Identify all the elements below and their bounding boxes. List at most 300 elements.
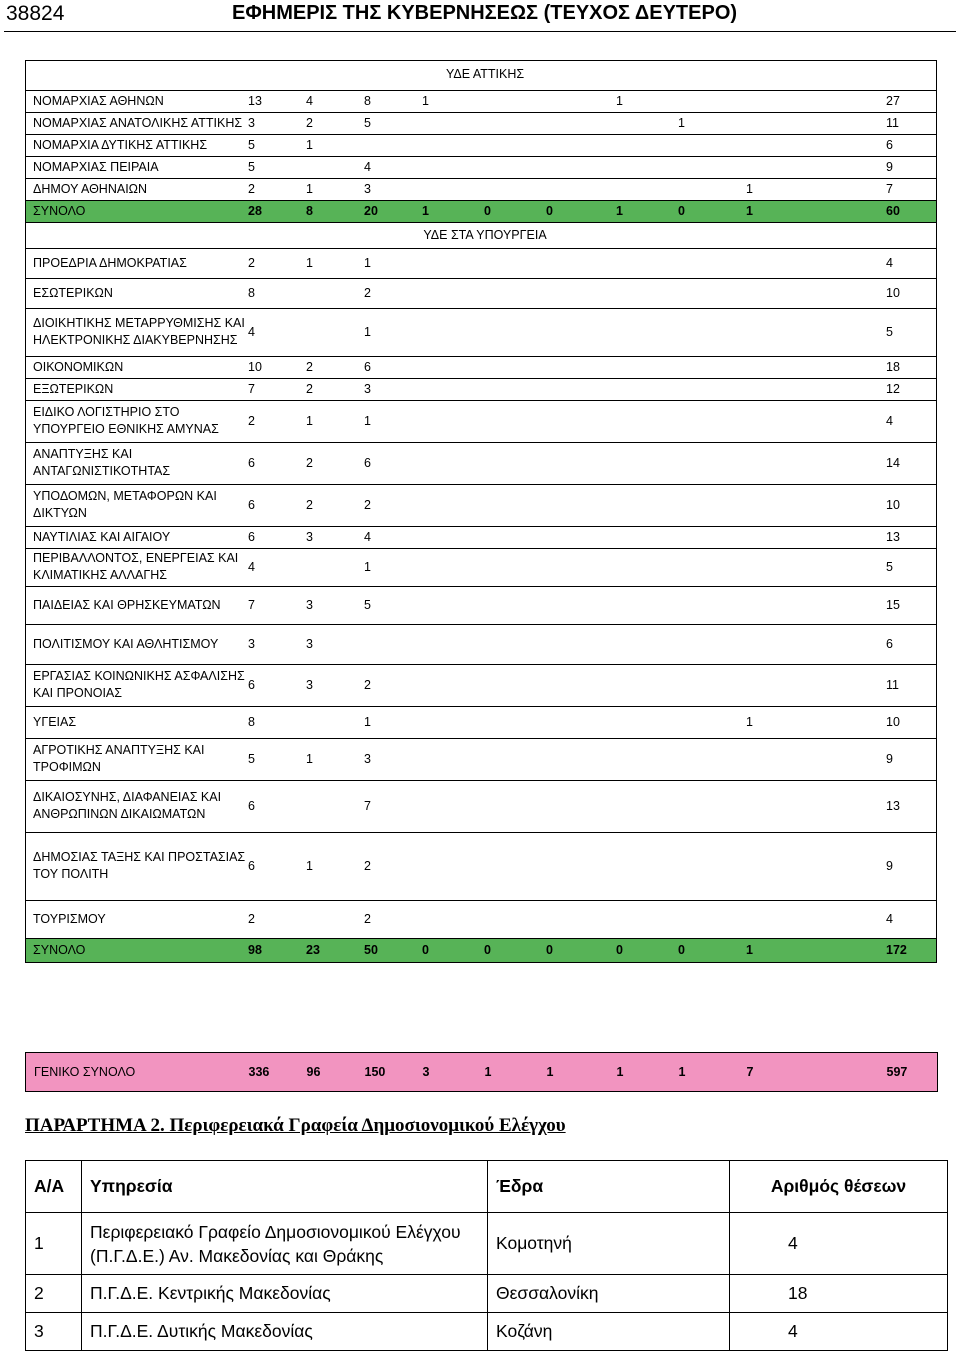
table-cell xyxy=(546,134,616,156)
table-cell xyxy=(746,356,806,378)
table-cell xyxy=(678,832,746,900)
table-cell: 6 xyxy=(364,356,422,378)
grand-total-label: ΓΕΝΙΚΟ ΣΥΝΟΛΟ xyxy=(34,1065,136,1079)
table-cell: 23 xyxy=(306,938,364,962)
table-cell: 1 xyxy=(422,200,484,222)
table-cell xyxy=(484,400,546,442)
table-cell xyxy=(484,178,546,200)
table-row xyxy=(25,738,937,780)
row-label: ΔΙΟΙΚΗΤΙΚΗΣ ΜΕΤΑΡΡΥΘΜΙΣΗΣ ΚΑΙ ΗΛΕΚΤΡΟΝΙΚΗΣ ΔΙΑΚΥΒΕΡΝΗΣΗΣ xyxy=(25,308,248,356)
table-cell xyxy=(616,112,678,134)
table-cell xyxy=(546,832,616,900)
gazette-title: ΕΦΗΜΕΡΙΣ ΤΗΣ ΚΥΒΕΡΝΗΣΕΩΣ (ΤΕΥΧΟΣ ΔΕΥΤΕΡΟ) xyxy=(232,2,738,24)
table-cell xyxy=(422,400,484,442)
table-row xyxy=(25,400,937,442)
table-cell xyxy=(616,484,678,526)
grand-total-cell: 96 xyxy=(306,1065,321,1079)
table-cell xyxy=(746,278,806,308)
table-cell xyxy=(678,378,746,400)
table-cell xyxy=(806,178,886,200)
row-total: 7 xyxy=(886,178,937,200)
annex-header-aa: Α/Α xyxy=(26,1161,82,1213)
table-cell xyxy=(678,178,746,200)
table-cell xyxy=(306,548,364,586)
table-cell: 0 xyxy=(546,200,616,222)
row-label: ΥΠΟΔΟΜΩΝ, ΜΕΤΑΦΟΡΩΝ ΚΑΙ ΔΙΚΤΥΩΝ xyxy=(25,484,248,526)
table-cell xyxy=(806,484,886,526)
annex-header-service: Υπηρεσία xyxy=(82,1161,488,1213)
table-cell: 3 xyxy=(248,624,306,664)
table-cell xyxy=(616,378,678,400)
row-total: 10 xyxy=(886,278,937,308)
table-cell xyxy=(806,400,886,442)
table-cell: 2 xyxy=(248,900,306,938)
row-label: ΕΞΩΤΕΡΙΚΩΝ xyxy=(25,378,248,400)
table-cell xyxy=(806,308,886,356)
table-cell xyxy=(546,484,616,526)
row-label: ΝΟΜΑΡΧΙΑ ΔΥΤΙΚΗΣ ΑΤΤΙΚΗΣ xyxy=(25,134,248,156)
table-cell xyxy=(422,624,484,664)
table-cell xyxy=(806,832,886,900)
row-total: 9 xyxy=(886,832,937,900)
table-cell xyxy=(422,706,484,738)
row-label: ΑΝΑΠΤΥΞΗΣ ΚΑΙ ΑΝΤΑΓΩΝΙΣΤΙΚΟΤΗΤΑΣ xyxy=(25,442,248,484)
table-cell: 4 xyxy=(364,526,422,548)
grand-total-row xyxy=(26,1053,938,1092)
table-cell xyxy=(746,248,806,278)
table-cell: 1 xyxy=(746,706,806,738)
table-row xyxy=(25,664,937,706)
row-total: 18 xyxy=(886,356,937,378)
annex-seat: Κομοτηνή xyxy=(488,1213,730,1275)
table-cell xyxy=(806,442,886,484)
table-cell xyxy=(546,780,616,832)
table-cell xyxy=(484,112,546,134)
table-cell: 6 xyxy=(364,442,422,484)
table-cell: 2 xyxy=(306,484,364,526)
grand-total-cell: 1 xyxy=(678,1065,686,1079)
section-heading: ΥΔΕ ΣΤΑ ΥΠΟΥΡΓΕΙΑ xyxy=(25,222,937,248)
table-cell xyxy=(806,278,886,308)
table-cell: 1 xyxy=(422,90,484,112)
table-cell xyxy=(484,90,546,112)
table-cell xyxy=(678,442,746,484)
annex-service: Π.Γ.Δ.Ε. Κεντρικής Μακεδονίας xyxy=(82,1275,488,1313)
table-cell: 1 xyxy=(616,200,678,222)
table-cell: 2 xyxy=(248,248,306,278)
table-cell xyxy=(364,624,422,664)
table-cell xyxy=(484,356,546,378)
table-cell: 5 xyxy=(248,738,306,780)
table-cell: 4 xyxy=(248,548,306,586)
table-cell xyxy=(746,484,806,526)
annex-title: ΠΑΡΑΡΤΗΜΑ 2. Περιφερειακά Γραφεία Δημοσιονομικού Ελέγχου xyxy=(25,1115,566,1136)
table-cell: 1 xyxy=(616,90,678,112)
table-cell: 3 xyxy=(306,664,364,706)
table-cell xyxy=(546,706,616,738)
table-cell xyxy=(616,548,678,586)
table-cell xyxy=(484,442,546,484)
table-cell xyxy=(806,526,886,548)
table-cell: 1 xyxy=(746,200,806,222)
table-cell: 0 xyxy=(616,938,678,962)
table-cell xyxy=(616,526,678,548)
annex-aa: 2 xyxy=(26,1275,82,1313)
table-cell: 28 xyxy=(248,200,306,222)
table-cell xyxy=(616,178,678,200)
table-cell xyxy=(484,156,546,178)
table-cell xyxy=(806,706,886,738)
table-cell: 10 xyxy=(248,356,306,378)
table-cell xyxy=(616,248,678,278)
table-cell xyxy=(746,442,806,484)
table-row xyxy=(25,548,937,586)
table-cell xyxy=(422,248,484,278)
row-total: 11 xyxy=(886,664,937,706)
annex-aa: 3 xyxy=(26,1313,82,1351)
annex-header-row xyxy=(26,1161,948,1213)
grand-total-cell: 336 xyxy=(248,1065,270,1079)
row-label: ΤΟΥΡΙΣΜΟΥ xyxy=(25,900,248,938)
table-cell xyxy=(422,548,484,586)
table-cell: 6 xyxy=(248,832,306,900)
table-row xyxy=(25,356,937,378)
table-row xyxy=(25,112,937,134)
table-cell xyxy=(616,156,678,178)
row-total: 6 xyxy=(886,134,937,156)
grand-total-cell xyxy=(807,1053,887,1092)
table-cell: 0 xyxy=(484,200,546,222)
table-cell xyxy=(422,356,484,378)
table-cell xyxy=(678,484,746,526)
row-total: 60 xyxy=(886,200,937,222)
annex-positions: 18 xyxy=(730,1275,948,1313)
row-label: ΠΑΙΔΕΙΑΣ ΚΑΙ ΘΡΗΣΚΕΥΜΑΤΩΝ xyxy=(25,586,248,624)
table-cell: 1 xyxy=(364,308,422,356)
table-cell xyxy=(546,586,616,624)
row-total: 9 xyxy=(886,156,937,178)
table-cell xyxy=(678,664,746,706)
table-cell: 7 xyxy=(364,780,422,832)
row-total: 27 xyxy=(886,90,937,112)
table-cell xyxy=(484,278,546,308)
table-cell xyxy=(678,400,746,442)
annex-row xyxy=(26,1213,948,1275)
table-cell xyxy=(678,738,746,780)
grand-total-cell: 1 xyxy=(484,1065,492,1079)
table-cell xyxy=(806,248,886,278)
table-cell xyxy=(306,900,364,938)
table-cell: 4 xyxy=(364,156,422,178)
table-cell xyxy=(546,156,616,178)
table-cell xyxy=(484,134,546,156)
row-label: ΝΟΜΑΡΧΙΑΣ ΑΘΗΝΩΝ xyxy=(25,90,248,112)
table-cell: 2 xyxy=(364,484,422,526)
row-label: ΕΙΔΙΚΟ ΛΟΓΙΣΤΗΡΙΟ ΣΤΟ ΥΠΟΥΡΓΕΙΟ ΕΘΝΙΚΗΣ ΑΜΥΝΑΣ xyxy=(25,400,248,442)
table-cell xyxy=(546,278,616,308)
table-cell xyxy=(422,442,484,484)
row-total: 4 xyxy=(886,248,937,278)
table-cell xyxy=(746,156,806,178)
row-total: 11 xyxy=(886,112,937,134)
table-cell xyxy=(616,738,678,780)
table-cell xyxy=(422,112,484,134)
table-cell: 1 xyxy=(364,400,422,442)
row-label: ΟΙΚΟΝΟΜΙΚΩΝ xyxy=(25,356,248,378)
table-row xyxy=(25,484,937,526)
annex-table xyxy=(25,1160,948,1351)
table-row xyxy=(25,832,937,900)
table-cell xyxy=(806,586,886,624)
table-cell xyxy=(484,548,546,586)
table-cell: 6 xyxy=(248,442,306,484)
table-cell xyxy=(616,400,678,442)
row-total: 10 xyxy=(886,706,937,738)
table-cell xyxy=(546,90,616,112)
table-cell xyxy=(484,624,546,664)
table-cell xyxy=(546,664,616,706)
table-cell xyxy=(616,664,678,706)
positions-table xyxy=(25,60,937,963)
table-cell xyxy=(678,134,746,156)
table-cell: 8 xyxy=(248,278,306,308)
table-row xyxy=(25,156,937,178)
table-row xyxy=(25,526,937,548)
table-cell xyxy=(306,156,364,178)
table-cell xyxy=(678,548,746,586)
annex-seat: Θεσσαλονίκη xyxy=(488,1275,730,1313)
section-heading-row xyxy=(25,60,937,90)
table-cell: 2 xyxy=(306,356,364,378)
table-cell xyxy=(484,378,546,400)
table-cell: 1 xyxy=(364,706,422,738)
table-cell xyxy=(678,624,746,664)
row-label: ΑΓΡΟΤΙΚΗΣ ΑΝΑΠΤΥΞΗΣ ΚΑΙ ΤΡΟΦΙΜΩΝ xyxy=(25,738,248,780)
grand-total-sum: 597 xyxy=(886,1065,908,1079)
table-row xyxy=(25,442,937,484)
table-cell xyxy=(806,200,886,222)
table-cell: 0 xyxy=(422,938,484,962)
table-cell xyxy=(616,442,678,484)
table-cell: 5 xyxy=(364,112,422,134)
table-cell xyxy=(422,832,484,900)
table-cell xyxy=(306,706,364,738)
table-cell xyxy=(422,900,484,938)
table-cell: 3 xyxy=(306,586,364,624)
table-cell xyxy=(422,378,484,400)
table-cell: 5 xyxy=(248,134,306,156)
table-cell xyxy=(616,134,678,156)
table-cell xyxy=(678,586,746,624)
table-cell: 1 xyxy=(306,400,364,442)
table-cell: 3 xyxy=(306,526,364,548)
table-row xyxy=(25,586,937,624)
row-total: 9 xyxy=(886,738,937,780)
annex-service: Π.Γ.Δ.Ε. Δυτικής Μακεδονίας xyxy=(82,1313,488,1351)
total-row xyxy=(25,938,937,962)
page-number: 38824 xyxy=(6,2,65,25)
table-cell xyxy=(806,134,886,156)
table-cell xyxy=(616,308,678,356)
table-cell xyxy=(546,548,616,586)
table-cell xyxy=(746,134,806,156)
row-label: ΠΡΟΕΔΡΙΑ ΔΗΜΟΚΡΑΤΙΑΣ xyxy=(25,248,248,278)
table-cell xyxy=(616,586,678,624)
table-cell xyxy=(678,900,746,938)
table-cell xyxy=(678,248,746,278)
table-cell xyxy=(746,832,806,900)
table-cell xyxy=(616,832,678,900)
row-total: 5 xyxy=(886,548,937,586)
table-cell xyxy=(746,90,806,112)
table-cell xyxy=(546,248,616,278)
table-cell xyxy=(806,112,886,134)
table-cell xyxy=(806,90,886,112)
table-cell: 5 xyxy=(364,586,422,624)
row-label: ΝΟΜΑΡΧΙΑΣ ΠΕΙΡΑΙΑ xyxy=(25,156,248,178)
table-cell xyxy=(546,112,616,134)
section-heading: ΥΔΕ ΑΤΤΙΚΗΣ xyxy=(25,60,937,90)
table-cell xyxy=(806,548,886,586)
table-cell xyxy=(746,548,806,586)
table-cell xyxy=(422,178,484,200)
table-cell: 6 xyxy=(248,664,306,706)
table-cell: 7 xyxy=(248,378,306,400)
table-cell xyxy=(546,900,616,938)
table-cell xyxy=(806,938,886,962)
row-total: 14 xyxy=(886,442,937,484)
table-row xyxy=(25,90,937,112)
table-row xyxy=(25,624,937,664)
table-cell xyxy=(746,400,806,442)
row-label: ΔΗΜΟΣΙΑΣ ΤΑΞΗΣ ΚΑΙ ΠΡΟΣΤΑΣΙΑΣ ΤΟΥ ΠΟΛΙΤΗ xyxy=(25,832,248,900)
table-cell xyxy=(422,484,484,526)
table-cell xyxy=(484,484,546,526)
table-cell xyxy=(484,900,546,938)
table-cell: 2 xyxy=(306,442,364,484)
table-cell xyxy=(616,356,678,378)
table-cell xyxy=(678,278,746,308)
row-label: ΣΥΝΟΛΟ xyxy=(25,200,248,222)
table-cell xyxy=(306,308,364,356)
table-cell: 3 xyxy=(364,378,422,400)
table-cell: 0 xyxy=(484,938,546,962)
table-cell: 4 xyxy=(306,90,364,112)
table-cell: 2 xyxy=(364,278,422,308)
annex-header-seat: Έδρα xyxy=(488,1161,730,1213)
table-cell xyxy=(484,738,546,780)
row-total: 4 xyxy=(886,900,937,938)
table-cell xyxy=(746,780,806,832)
annex-header-positions: Αριθμός θέσεων xyxy=(730,1161,948,1213)
row-label: ΥΓΕΙΑΣ xyxy=(25,706,248,738)
row-label: ΣΥΝΟΛΟ xyxy=(25,938,248,962)
table-cell: 1 xyxy=(306,738,364,780)
table-cell xyxy=(484,308,546,356)
table-cell xyxy=(746,526,806,548)
table-cell xyxy=(746,624,806,664)
header-rule xyxy=(4,31,956,32)
row-label: ΕΣΩΤΕΡΙΚΩΝ xyxy=(25,278,248,308)
table-cell: 7 xyxy=(248,586,306,624)
table-row xyxy=(25,900,937,938)
table-cell: 4 xyxy=(248,308,306,356)
grand-total-table xyxy=(25,1052,938,1092)
table-cell xyxy=(806,738,886,780)
row-label: ΔΙΚΑΙΟΣΥΝΗΣ, ΔΙΑΦΑΝΕΙΑΣ ΚΑΙ ΑΝΘΡΩΠΙΝΩΝ ΔΙΚΑΙΩΜΑΤΩΝ xyxy=(25,780,248,832)
section-heading-row xyxy=(25,222,937,248)
table-row xyxy=(25,178,937,200)
table-cell xyxy=(806,664,886,706)
table-row xyxy=(25,780,937,832)
table-cell xyxy=(422,664,484,706)
table-cell xyxy=(546,400,616,442)
table-cell xyxy=(806,900,886,938)
table-cell xyxy=(422,526,484,548)
grand-total-cell: 3 xyxy=(422,1065,430,1079)
row-label: ΠΟΛΙΤΙΣΜΟΥ ΚΑΙ ΑΘΛΗΤΙΣΜΟΥ xyxy=(25,624,248,664)
row-label: ΠΕΡΙΒΑΛΛΟΝΤΟΣ, ΕΝΕΡΓΕΙΑΣ ΚΑΙ ΚΛΙΜΑΤΙΚΗΣ ΑΛΛΑΓΗΣ xyxy=(25,548,248,586)
table-cell xyxy=(484,664,546,706)
grand-total-cell: 7 xyxy=(746,1065,754,1079)
table-cell: 6 xyxy=(248,780,306,832)
table-cell xyxy=(422,738,484,780)
table-cell xyxy=(484,248,546,278)
table-cell: 3 xyxy=(248,112,306,134)
table-cell xyxy=(484,832,546,900)
row-label: ΔΗΜΟΥ ΑΘΗΝΑΙΩΝ xyxy=(25,178,248,200)
table-cell: 8 xyxy=(306,200,364,222)
table-cell xyxy=(616,900,678,938)
table-cell xyxy=(616,278,678,308)
table-cell xyxy=(484,526,546,548)
grand-total-cell: 1 xyxy=(546,1065,554,1079)
annex-row xyxy=(26,1275,948,1313)
table-cell: 2 xyxy=(306,112,364,134)
table-row xyxy=(25,706,937,738)
table-cell: 1 xyxy=(678,112,746,134)
annex-seat: Κοζάνη xyxy=(488,1313,730,1351)
grand-total-cell: 1 xyxy=(616,1065,624,1079)
row-total: 12 xyxy=(886,378,937,400)
table-cell: 1 xyxy=(364,548,422,586)
table-cell xyxy=(546,308,616,356)
table-cell xyxy=(546,738,616,780)
table-row xyxy=(25,134,937,156)
table-cell xyxy=(806,624,886,664)
table-cell xyxy=(746,378,806,400)
table-cell: 20 xyxy=(364,200,422,222)
table-cell xyxy=(484,586,546,624)
table-cell xyxy=(746,738,806,780)
table-cell xyxy=(678,90,746,112)
table-cell xyxy=(546,442,616,484)
row-total: 172 xyxy=(886,938,937,962)
table-cell: 13 xyxy=(248,90,306,112)
table-cell xyxy=(546,378,616,400)
table-cell xyxy=(806,356,886,378)
table-cell: 6 xyxy=(248,484,306,526)
table-cell xyxy=(546,624,616,664)
table-cell: 2 xyxy=(248,400,306,442)
table-cell xyxy=(616,780,678,832)
table-cell: 1 xyxy=(364,248,422,278)
row-label: ΕΡΓΑΣΙΑΣ ΚΟΙΝΩΝΙΚΗΣ ΑΣΦΑΛΙΣΗΣ ΚΑΙ ΠΡΟΝΟΙΑΣ xyxy=(25,664,248,706)
table-cell: 1 xyxy=(746,938,806,962)
table-cell xyxy=(806,378,886,400)
table-cell: 1 xyxy=(306,248,364,278)
table-cell: 8 xyxy=(364,90,422,112)
